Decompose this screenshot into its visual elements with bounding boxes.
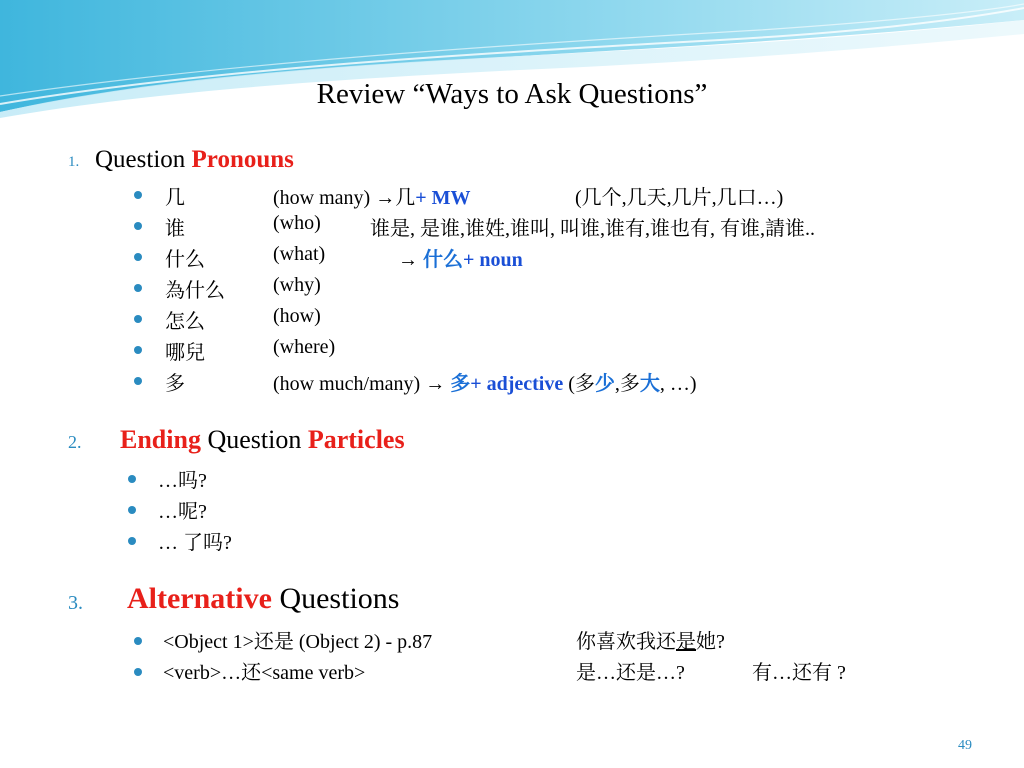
arrow-icon: →: [425, 373, 446, 395]
pattern-suffix: + adjective: [470, 373, 564, 395]
pronoun-word: 為什么: [165, 280, 225, 302]
section-2-heading-emph-2: Particles: [307, 425, 405, 454]
example-emph-2: 大: [639, 373, 660, 395]
pronoun-word: 怎么: [165, 311, 205, 333]
pronoun-examples: 谁是, 是谁,谁姓,谁叫, 叫谁,谁有,谁也有, 有谁,請谁..: [370, 218, 815, 240]
pronoun-word: 几: [165, 187, 185, 209]
example-mid: ,多: [614, 373, 640, 395]
alternative-example-2: 有…还有 ?: [752, 662, 846, 684]
alternative-example: [576, 625, 725, 654]
example-underlined: 是: [676, 631, 696, 653]
bullet-icon: [134, 253, 142, 261]
bullet-icon: [128, 506, 136, 514]
section-2-heading-plain: Question: [200, 425, 308, 454]
section-3-heading: [127, 582, 399, 616]
pronoun-word: 什么: [165, 249, 205, 271]
alternative-example: 是…还是…?: [576, 662, 685, 684]
bullet-icon: [128, 537, 136, 545]
arrow-icon: →: [375, 187, 396, 209]
example-open: (多: [568, 373, 595, 395]
pronoun-gloss: (where): [273, 336, 336, 358]
alternative-pattern: <Object 1>还是 (Object 2) - p.87: [163, 631, 433, 653]
section-2-heading-emph-1: Ending: [120, 425, 201, 454]
alternative-pattern: <verb>…还<same verb>: [163, 662, 366, 684]
pronoun-gloss: (what): [273, 243, 326, 265]
bullet-icon: [134, 315, 142, 323]
pronoun-word: 谁: [165, 218, 185, 240]
pattern-word: 多: [450, 373, 471, 395]
example-part-a: 你喜欢我还: [576, 631, 676, 653]
example-close: , …): [659, 373, 697, 395]
gloss-text: (how much/many): [273, 373, 421, 395]
example-part-b: 她?: [696, 631, 725, 653]
bullet-icon: [134, 346, 142, 354]
example-emph-1: 少: [594, 373, 615, 395]
section-3-heading-emph: Alternative: [127, 582, 272, 615]
section-1-number: 1.: [68, 154, 80, 170]
bullet-icon: [134, 284, 142, 292]
page-number: 49: [958, 738, 972, 753]
pattern-word: 什么: [423, 249, 463, 271]
section-1-heading: [95, 146, 294, 174]
pronoun-pattern: [398, 243, 523, 272]
pattern-word: 几: [395, 187, 416, 209]
bullet-icon: [134, 222, 142, 230]
section-3-heading-plain: Questions: [271, 582, 400, 615]
pattern-suffix: + MW: [415, 187, 471, 209]
particle-item: …吗?: [158, 470, 207, 492]
pattern-suffix: + noun: [463, 249, 523, 271]
gloss-text: (how many): [273, 187, 371, 209]
pronoun-word: 多: [165, 373, 185, 395]
pronoun-examples: (几个,几天,几片,几口…): [575, 187, 784, 209]
pronoun-gloss: [273, 367, 697, 396]
section-2-number: 2.: [68, 432, 82, 452]
pronoun-gloss: (how): [273, 305, 321, 327]
pronoun-gloss: [273, 181, 470, 210]
pronoun-gloss: (who): [273, 212, 321, 234]
particle-item: … 了吗?: [158, 532, 232, 554]
section-1-heading-emph: Pronouns: [191, 146, 294, 173]
bullet-icon: [134, 377, 142, 385]
section-3-number: 3.: [68, 592, 83, 614]
bullet-icon: [134, 637, 142, 645]
section-2-heading: [120, 425, 405, 455]
pronoun-word: 哪兒: [165, 342, 205, 364]
arrow-icon: →: [398, 249, 418, 271]
bullet-icon: [128, 475, 136, 483]
pronoun-gloss: (why): [273, 274, 321, 296]
slide-title: Review “Ways to Ask Questions”: [316, 78, 708, 110]
particle-item: …呢?: [158, 501, 207, 523]
bullet-icon: [134, 668, 142, 676]
section-1-heading-plain: Question: [95, 146, 192, 173]
bullet-icon: [134, 191, 142, 199]
